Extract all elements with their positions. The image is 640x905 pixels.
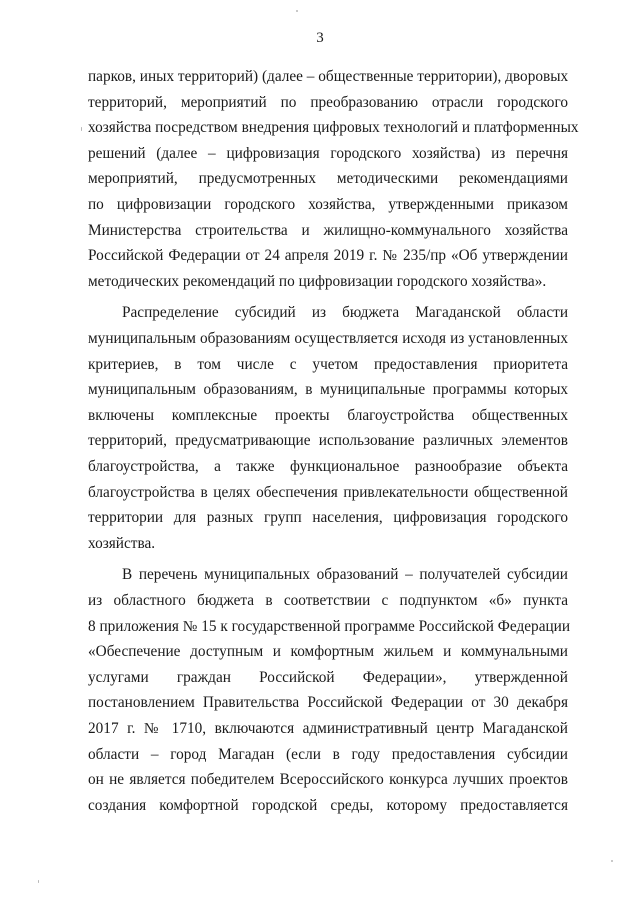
scan-speck [296,10,298,12]
text-line: территории для разных групп населения, цифровизация городского [88,509,568,526]
text-line: Распределение субсидий из бюджета Магаданской области [122,304,568,321]
text-line: хозяйства посредством внедрения цифровых технологий и платформенных [88,119,579,136]
text-line: Российской Федерации от 24 апреля 2019 г. № 235/пр «Об утверждении [88,247,568,264]
text-line: благоустройства в целях обеспечения привлекательности общественной [88,484,568,501]
text-line: муниципальным образованиям, в муниципальные программы которых [88,381,568,398]
text-line: критериев, в том числе с учетом предоставления приоритета [88,356,568,373]
text-line: методических рекомендаций по цифровизации городского хозяйства». [88,273,547,290]
text-line: включены комплексные проекты благоустройства общественных [88,407,568,424]
text-line: из областного бюджета в соответствии с подпунктом «б» пункта [88,592,568,609]
text-line: услугами граждан Российской Федерации», утвержденной [88,669,568,686]
text-line: парков, иных территорий) (далее – общественные территории), дворовых [88,68,569,85]
text-line: территорий, предусматривающие использование различных элементов [88,432,568,449]
scan-speck [611,860,613,862]
text-line: постановлением Правительства Российской Федерации от 30 декабря [88,694,568,711]
scan-speck [38,880,39,883]
text-line: В перечень муниципальных образований – получателей субсидии [122,566,568,583]
text-line: он не является победителем Всероссийского конкурса лучших проектов [88,771,568,788]
text-line: решений (далее – цифровизация городского хозяйства) из перечня [88,145,568,162]
text-line: области – город Магадан (если в году предоставления субсидии [88,746,568,763]
text-line: хозяйства. [88,535,156,552]
text-line: мероприятий, предусмотренных методическими рекомендациями [88,170,568,187]
text-line: территорий, мероприятий по преобразованию отрасли городского [88,94,568,111]
text-line: благоустройства, а также функциональное разнообразие объекта [88,458,568,475]
scan-speck [81,127,82,131]
text-line: 8 приложения № 15 к государственной программе Российской Федерации [88,618,571,635]
text-line: Министерства строительства и жилищно-коммунального хозяйства [88,222,568,239]
text-line: по цифровизации городского хозяйства, утвержденными приказом [88,196,568,213]
text-line: муниципальным образованиям осуществляется исходя из установленных [88,330,568,347]
page-number: 3 [316,30,324,46]
text-line: создания комфортной городской среды, которому предоставляется [88,797,568,814]
text-line: 2017 г. № 1710, включаются административный центр Магаданской [88,720,568,737]
text-line: «Обеспечение доступным и комфортным жильем и коммунальными [88,643,568,660]
